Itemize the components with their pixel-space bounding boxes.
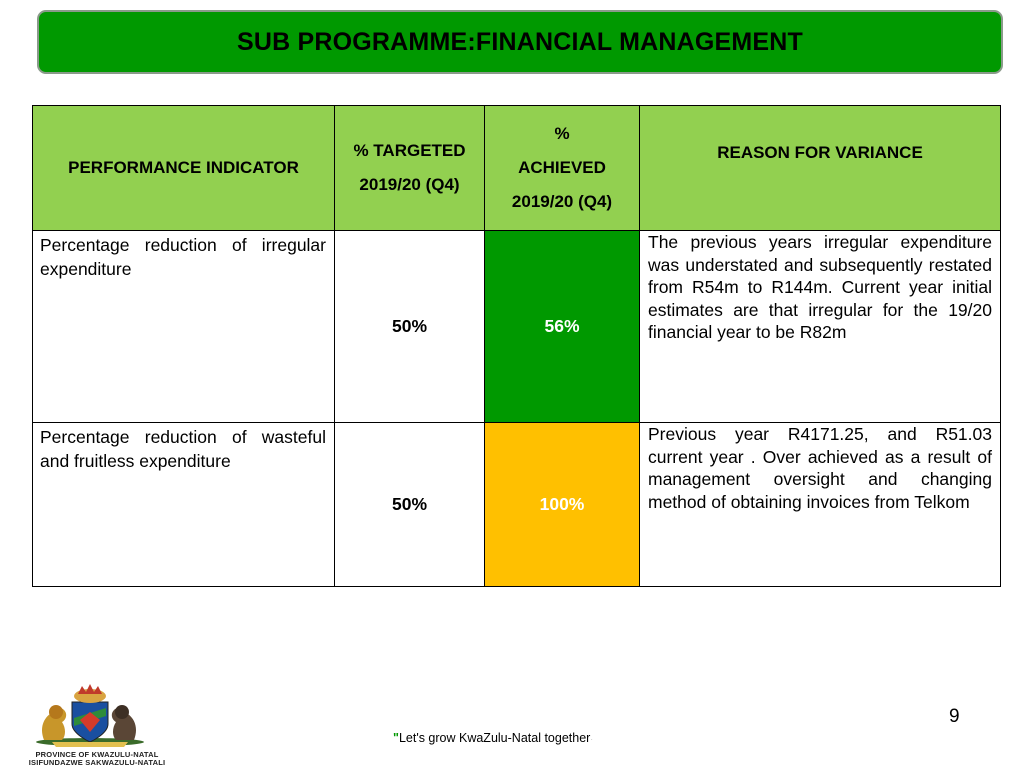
cell-achieved: 56% bbox=[485, 231, 640, 423]
cell-reason: The previous years irregular expenditure was understated and subsequently restated from R54m to R144m. Current year initial estimates are that irregular for the 19/20 financial year to be R82m bbox=[640, 231, 1001, 423]
header-achieved-line-2: ACHIEVED bbox=[518, 158, 606, 177]
header-targeted-line-1: % TARGETED bbox=[353, 141, 466, 160]
tagline-quote-mark: " bbox=[393, 731, 399, 745]
kwazulu-natal-coat-of-arms-logo bbox=[22, 684, 172, 766]
cell-reason: Previous year R4171.25, and R51.03 current year . Over achieved as a result of management oversight and changing method of obtaining invoices from Telkom bbox=[640, 423, 1001, 587]
header-reason-label: REASON FOR VARIANCE bbox=[717, 143, 923, 162]
cell-indicator: Percentage reduction of wasteful and fruitless expenditure bbox=[33, 423, 335, 587]
table-row bbox=[33, 423, 1001, 587]
header-achieved-line-1: % bbox=[554, 124, 570, 143]
page-title: SUB PROGRAMME:FINANCIAL MANAGEMENT bbox=[236, 27, 804, 56]
cell-indicator: Percentage reduction of irregular expenditure bbox=[33, 231, 335, 423]
tagline-dot: · bbox=[590, 735, 593, 744]
table-row bbox=[33, 231, 1001, 423]
header-achieved bbox=[485, 106, 640, 231]
title-banner bbox=[37, 10, 1003, 74]
performance-table bbox=[32, 105, 1001, 587]
logo-text-line-2: ISIFUNDAZWE SAKWAZULU-NATALI bbox=[28, 758, 166, 767]
tagline-text: Let's grow KwaZulu-Natal together bbox=[398, 731, 591, 745]
header-performance-indicator bbox=[33, 106, 335, 231]
coat-of-arms-icon bbox=[22, 684, 172, 748]
cell-targeted: 50% bbox=[335, 423, 485, 587]
header-performance-indicator-label: PERFORMANCE INDICATOR bbox=[68, 158, 299, 177]
footer-tagline bbox=[393, 731, 593, 745]
cell-targeted: 50% bbox=[335, 231, 485, 423]
header-targeted bbox=[335, 106, 485, 231]
header-achieved-line-3: 2019/20 (Q4) bbox=[511, 192, 613, 211]
header-reason-for-variance bbox=[640, 106, 1001, 231]
header-targeted-line-2: 2019/20 (Q4) bbox=[359, 175, 460, 194]
cell-achieved: 100% bbox=[485, 423, 640, 587]
logo-text-line-1: PROVINCE OF KWAZULU-NATAL bbox=[35, 750, 159, 759]
table-header-row bbox=[33, 106, 1001, 231]
page-number: 9 bbox=[949, 706, 960, 727]
